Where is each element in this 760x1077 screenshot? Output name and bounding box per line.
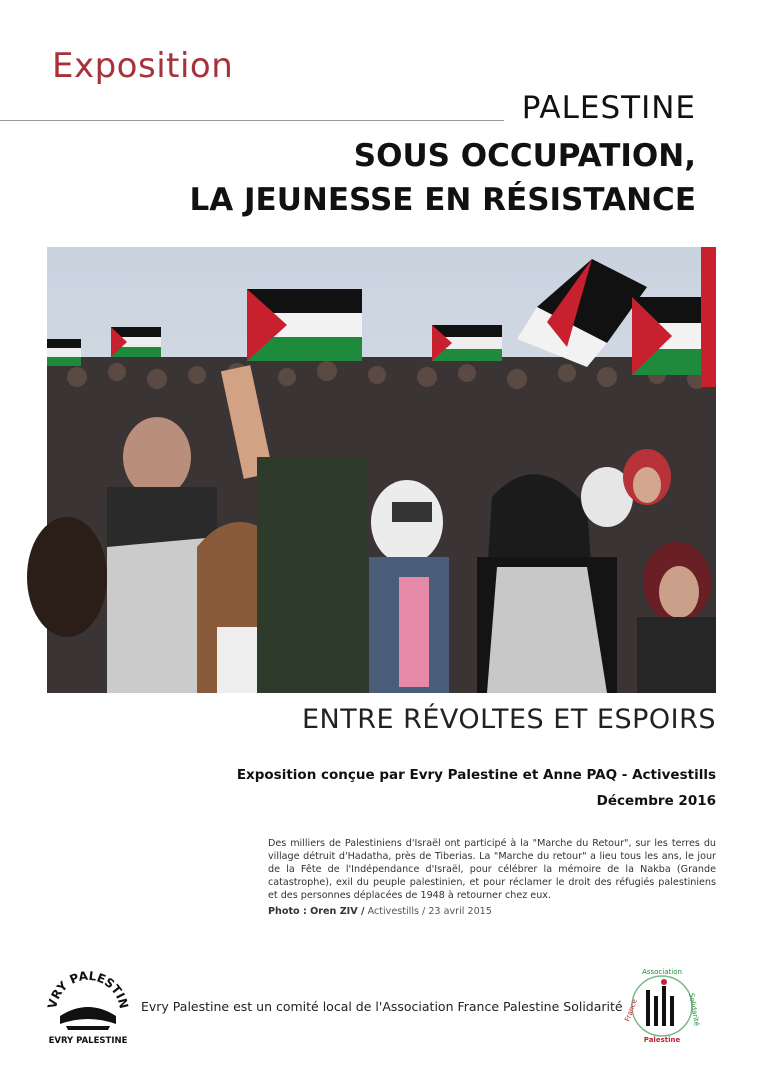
photo-credit xyxy=(268,906,716,917)
photo-credit-date: / 23 avril 2015 xyxy=(419,906,492,917)
exposition-label: Exposition xyxy=(52,46,234,86)
exhibition-subtitle: ENTRE RÉVOLTES ET ESPOIRS xyxy=(301,704,716,735)
svg-text:EVRY PALESTINE xyxy=(46,968,130,1010)
photo-credit-agency: Activestills xyxy=(364,906,419,917)
protest-photo xyxy=(47,247,716,693)
afps-word-1: Association xyxy=(642,968,682,976)
title-line-1: PALESTINE xyxy=(521,90,696,126)
afps-word-2: France xyxy=(623,998,639,1023)
afps-logo xyxy=(623,966,701,1046)
photo-credit-label: Photo : Oren ZIV / xyxy=(268,906,365,917)
photo-caption: Des milliers de Palestiniens d'Israël ont participé à la "Marche du Retour", sur les terres du village détruit d'Hadatha, près de Tiberias. La "Marche du retour" a lieu tous les ans, le jour de la Fête de l'Indépendance d'Israël, pour célébrer la mémoire de la Nakba (Grande catastrophe), exil du peuple palestinien, et pour réclamer le droit des réfugiés palestiniens et des personnes déplacées de 1948 à retourner chez eux. xyxy=(268,838,716,901)
exhibition-credits: Exposition conçue par Evry Palestine et Anne PAQ - Activestills xyxy=(236,767,716,783)
title-line-3: LA JEUNESSE EN RÉSISTANCE xyxy=(189,182,696,218)
evry-palestine-logo xyxy=(46,968,130,1046)
evry-logo-arc-text: VRY PALESTIN xyxy=(46,968,130,1010)
evry-logo-text: EVRY PALESTINE xyxy=(48,1036,128,1046)
afps-logo-icon xyxy=(623,966,701,1046)
footer-text: Evry Palestine est un comité local de l'Association France Palestine Solidarité xyxy=(141,999,623,1014)
flag-left xyxy=(47,339,81,366)
afps-word-4: Solidarité xyxy=(687,992,701,1027)
exhibition-date: Décembre 2016 xyxy=(596,793,716,809)
afps-word-3: Palestine xyxy=(643,1036,681,1044)
title-line-2: SOUS OCCUPATION, xyxy=(353,138,696,174)
protest-photo-illustration xyxy=(47,247,716,693)
evry-palestine-logo-icon xyxy=(46,968,130,1046)
